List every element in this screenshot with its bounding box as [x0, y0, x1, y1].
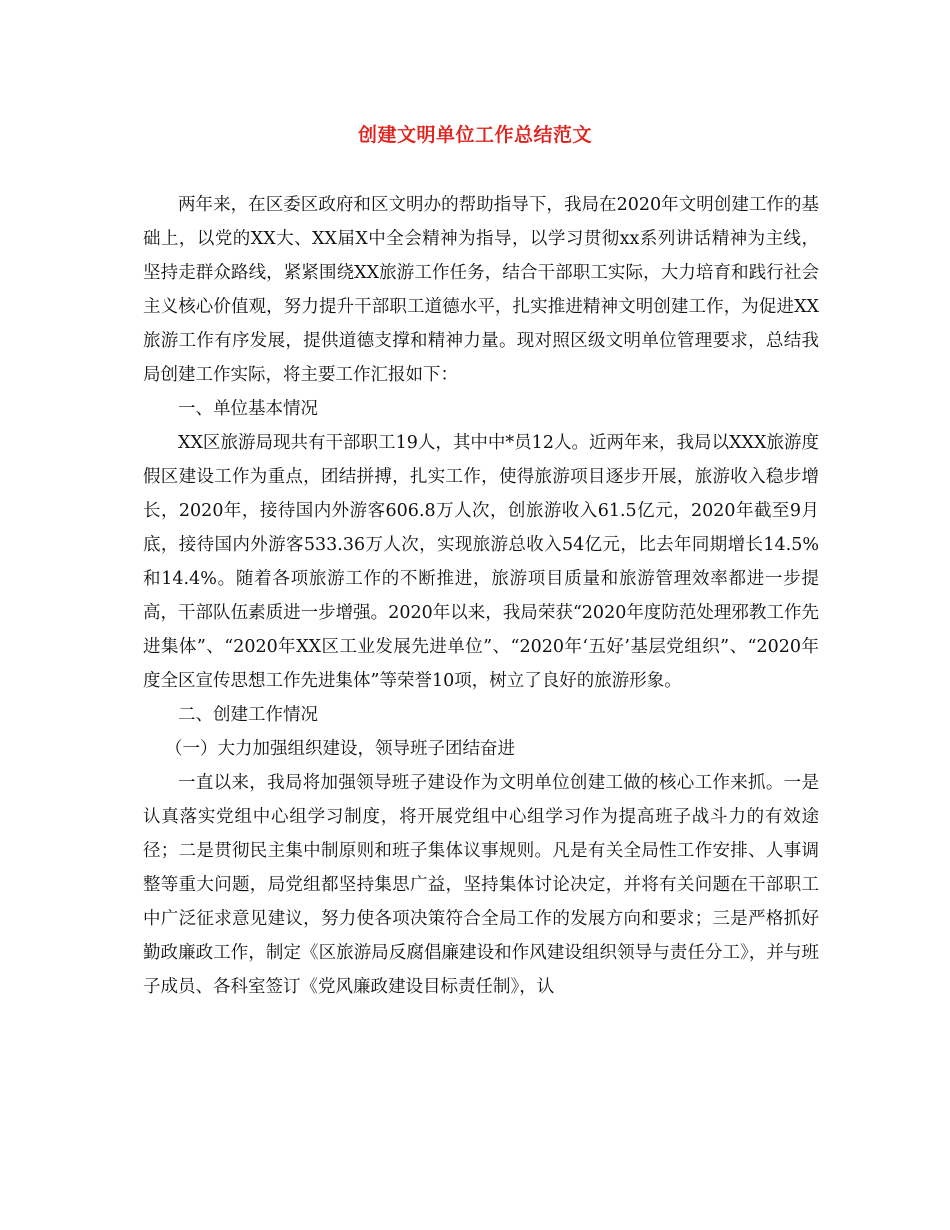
- document-body: [143, 188, 819, 1004]
- section-heading-2: 二、创建工作情况: [178, 705, 318, 725]
- intro-paragraph: 两年来，在区委区政府和区文明办的帮助指导下，我局在2020年文明创建工作的基础上，以党的XX大、XX届X中全会精神为指导，以学习贯彻xx系列讲话精神为主线，坚持走群众路线，紧紧围绕XX旅游工作任务，结合干部职工实际，大力培育和践行社会主义核心价值观，努力提升干部职工道德水平，扎实推进精神文明创建工作，为促进XX旅游工作有序发展，提供道德支撑和精神力量。现对照区级文明单位管理要求，总结我局创建工作实际，将主要工作汇报如下：: [143, 195, 819, 385]
- subsection-heading-1: （一）大力加强组织建设，领导班子团结奋进: [165, 739, 515, 759]
- leadership-paragraph: 一直以来，我局将加强领导班子建设作为文明单位创建工做的核心工作来抓。一是认真落实党组中心组学习制度，将开展党组中心组学习作为提高班子战斗力的有效途径；二是贯彻民主集中制原则和班子集体议事规则。凡是有关全局性工作安排、人事调整等重大问题，局党组都坚持集思广益，坚持集体讨论决定，并将有关问题在干部职工中广泛征求意见建议，努力使各项决策符合全局工作的发展方向和要求；三是严格抓好勤政廉政工作，制定《区旅游局反腐倡廉建设和作风建设组织领导与责任分工》，并与班子成员、各科室签订《党风廉政建设目标责任制》，认: [143, 773, 819, 997]
- basic-info-paragraph: XX区旅游局现共有干部职工19人，其中中*员12人。近两年来，我局以XXX旅游度假区建设工作为重点，团结拼搏，扎实工作，使得旅游项目逐步开展，旅游收入稳步增长，2020年，接待国内外游客606.8万人次，创旅游收入61.5亿元，2020年截至9月底，接待国内外游客533.36万人次，实现旅游总收入54亿元，比去年同期增长14.5%和14.4%。随着各项旅游工作的不断推进，旅游项目质量和旅游管理效率都进一步提高，干部队伍素质进一步增强。2020年以来，我局荣获“2020年度防范处理邪教工作先进集体”、“2020年XX区工业发展先进单位”、“2020年‘五好’基层党组织”、“2020年度全区宣传思想工作先进集体”等荣誉10项，树立了良好的旅游形象。: [143, 433, 819, 691]
- section-heading-1: 一、单位基本情况: [178, 399, 318, 419]
- document-title: 创建文明单位工作总结范文: [357, 124, 592, 146]
